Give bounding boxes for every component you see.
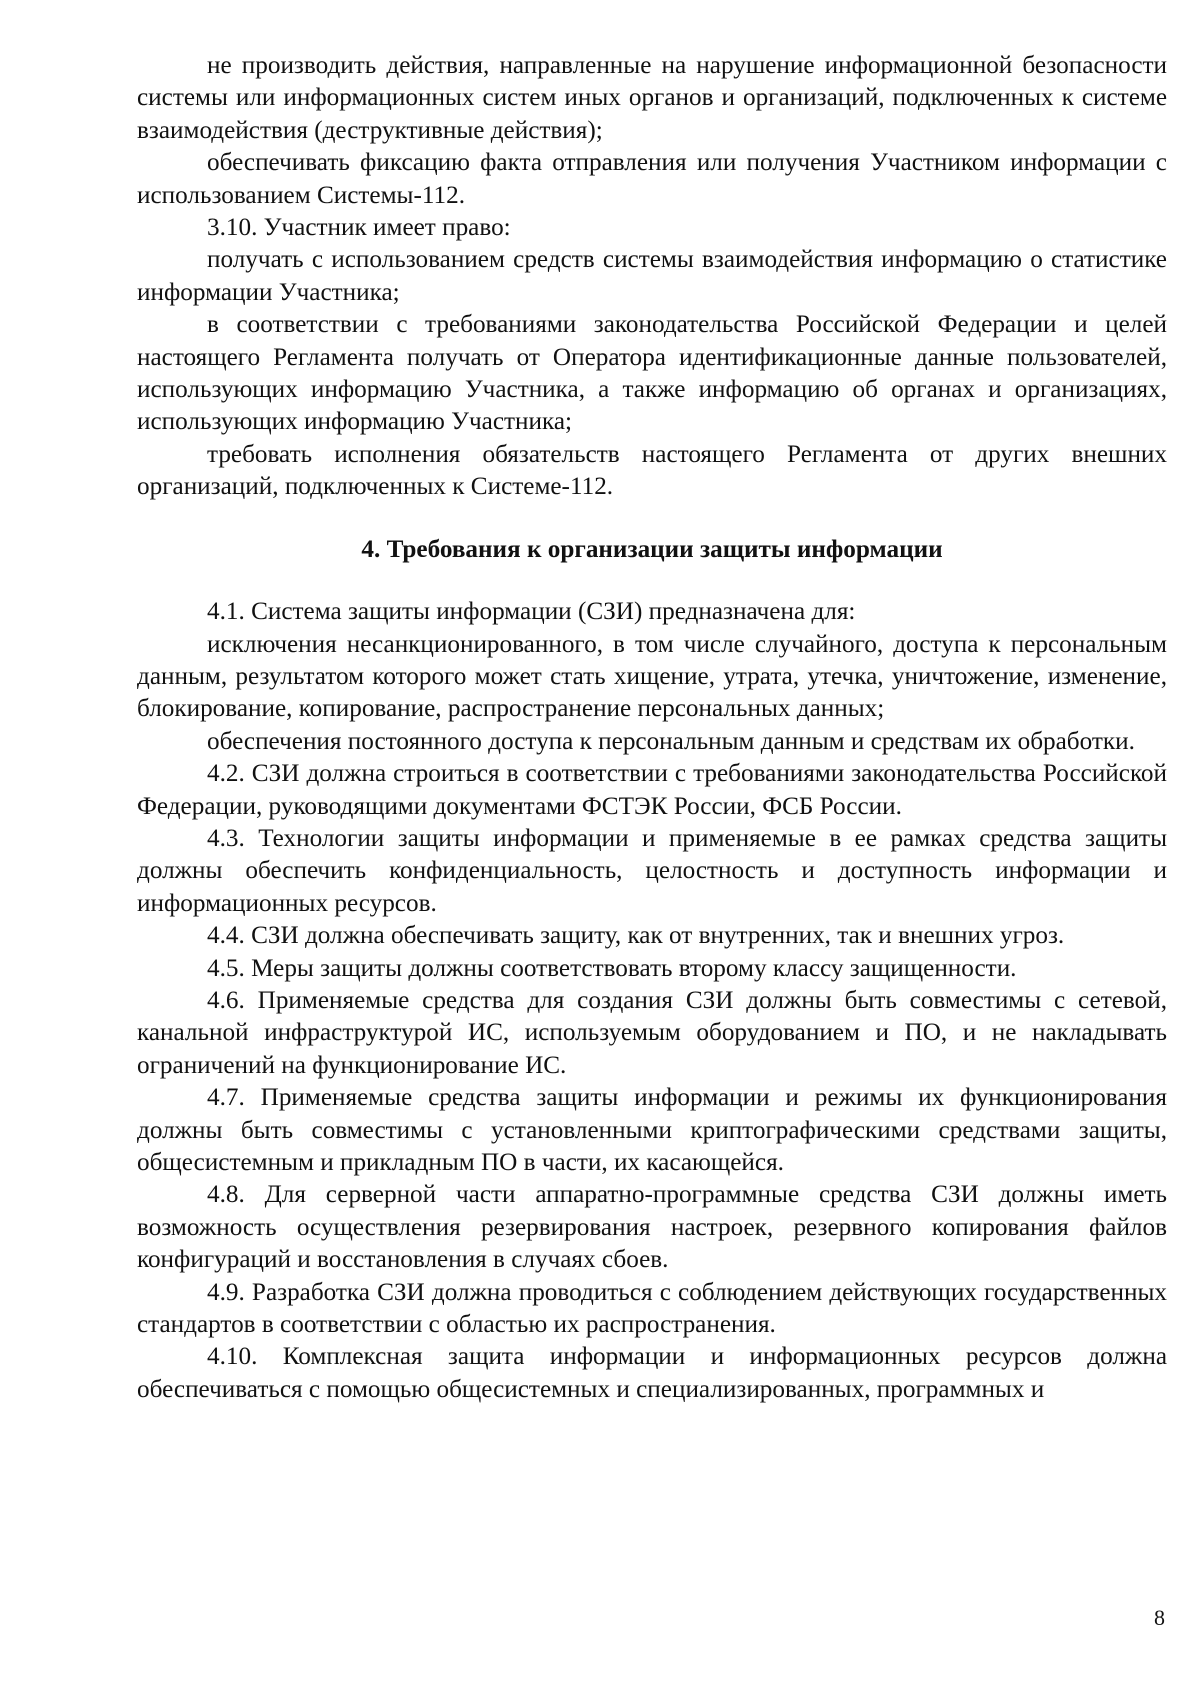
paragraph: 4.8. Для серверной части аппаратно-программные средства СЗИ должны иметь возможность осуществления резервирования настроек, резервного копирования файлов конфигураций и восстановления в случаях сбоев.	[137, 1181, 1167, 1274]
paragraph: 4.4. СЗИ должна обеспечивать защиту, как от внутренних, так и внешних угроз.	[207, 922, 1065, 950]
paragraph: 4.7. Применяемые средства защиты информации и режимы их функционирования должны быть совместимы с установленными криптографическими средствами защиты, общесистемным и прикладным ПО в части, их касающейся.	[137, 1084, 1167, 1176]
section-heading: 4. Требования к организации защиты информации	[361, 535, 943, 563]
paragraph: 4.3. Технологии защиты информации и применяемые в ее рамках средства защиты должны обеспечить конфиденциальность, целостность и доступность информации и информационных ресурсов.	[137, 824, 1167, 917]
page-number: 8	[1154, 1605, 1165, 1630]
paragraph: получать с использованием средств системы взаимодействия информацию о статистике информации Участника;	[137, 246, 1167, 306]
paragraph: 4.5. Меры защиты должны соответствовать второму классу защищенности.	[207, 954, 1017, 982]
section-spacer	[137, 566, 1167, 596]
paragraph: 4.6. Применяемые средства для создания СЗИ должны быть совместимы с сетевой, канальной инфраструктурой ИС, используемым оборудованием и ПО, и не накладывать ограничений на функционирование ИС.	[137, 986, 1167, 1079]
paragraph: обеспечивать фиксацию факта отправления или получения Участником информации с использованием Системы-112.	[137, 149, 1167, 209]
section-spacer	[137, 504, 1167, 534]
paragraph: обеспечения постоянного доступа к персональным данным и средствам их обработки.	[207, 727, 1135, 755]
paragraph: 4.2. СЗИ должна строиться в соответствии с требованиями законодательства Российской Федерации, руководящими документами ФСТЭК России, ФСБ России.	[137, 760, 1167, 820]
paragraph: требовать исполнения обязательств настоящего Регламента от других внешних организаций, подключенных к Системе-112.	[137, 440, 1167, 501]
paragraph: не производить действия, направленные на нарушение информационной безопасности системы или информационных систем иных органов и организаций, подключенных к системе взаимодействия (деструктивные действия);	[137, 52, 1167, 144]
paragraph: 4.1. Система защиты информации (СЗИ) предназначена для:	[207, 598, 856, 626]
document-page	[137, 50, 1167, 1406]
paragraph: в соответствии с требованиями законодательства Российской Федерации и целей настоящего Регламента получать от Оператора идентификационные данные пользователей, использующих информацию Участника, а также информацию об органах и организациях, использующих информацию Участника;	[137, 311, 1167, 436]
paragraph: 3.10. Участник имеет право:	[207, 214, 511, 242]
paragraph: исключения несанкционированного, в том числе случайного, доступа к персональным данным, результатом которого может стать хищение, утрата, утечка, уничтожение, изменение, блокирование, копирование, распространение персональных данных;	[137, 630, 1167, 723]
paragraph: 4.9. Разработка СЗИ должна проводиться с соблюдением действующих государственных стандартов в соответствии с областью их распространения.	[137, 1278, 1167, 1339]
paragraph: 4.10. Комплексная защита информации и информационных ресурсов должна обеспечиваться с помощью общесистемных и специализированных, программных и	[137, 1343, 1167, 1403]
